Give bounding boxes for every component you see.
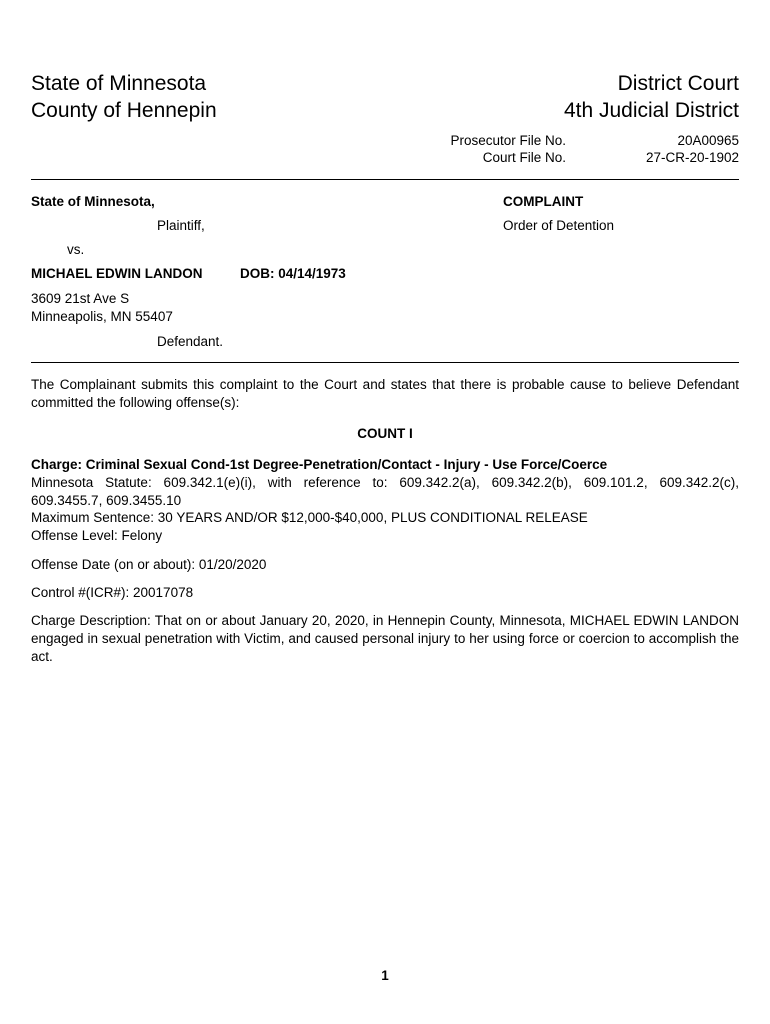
court-file-value: 27-CR-20-1902 [645, 150, 739, 165]
document-type: COMPLAINT [503, 194, 584, 209]
offense-level: Offense Level: Felony [31, 528, 163, 543]
plaintiff-role: Plaintiff, [157, 218, 205, 233]
defendant-address-line1: 3609 21st Ave S [31, 291, 130, 306]
court-title: District Court [617, 72, 739, 95]
defendant-name: MICHAEL EDWIN LANDON [31, 266, 203, 281]
charge-description: Charge Description: That on or about January 20, 2020, in Hennepin County, Minnesota, MICHAEL EDWIN LANDON engaged in sexual penetration with Victim, and caused personal injury to her using force or coercion to accomplish the act. [31, 613, 739, 664]
header-divider [31, 179, 739, 180]
statute-text: Minnesota Statute: 609.342.1(e)(i), with reference to: 609.342.2(a), 609.342.2(b), 609.101.2, 609.342.2(c), 609.3455.7, 609.3455.10 [31, 475, 739, 508]
defendant-address-line2: Minneapolis, MN 55407 [31, 309, 173, 324]
prosecutor-file-value: 20A00965 [677, 133, 739, 148]
court-file-label: Court File No. [482, 150, 566, 165]
district-title: 4th Judicial District [563, 99, 739, 122]
page-number: 1 [381, 968, 389, 983]
max-sentence: Maximum Sentence: 30 YEARS AND/OR $12,000-$40,000, PLUS CONDITIONAL RELEASE [31, 510, 588, 525]
caption-divider [31, 362, 739, 363]
versus-label: vs. [67, 242, 85, 257]
intro-paragraph: The Complainant submits this complaint to the Court and states that there is probable cause to believe Defendant committed the following offense(s): [31, 377, 739, 410]
state-title: State of Minnesota [31, 72, 207, 95]
control-number: Control #(ICR#): 20017078 [31, 585, 194, 600]
offense-date: Offense Date (on or about): 01/20/2020 [31, 557, 267, 572]
plaintiff-name: State of Minnesota, [31, 194, 155, 209]
document-subtype: Order of Detention [503, 218, 615, 233]
defendant-dob: DOB: 04/14/1973 [240, 266, 346, 281]
count-heading: COUNT I [357, 426, 413, 441]
defendant-role: Defendant. [157, 334, 224, 349]
prosecutor-file-label: Prosecutor File No. [450, 133, 566, 148]
charge-title: Charge: Criminal Sexual Cond-1st Degree-Penetration/Contact - Injury - Use Force/Coerce [31, 457, 608, 472]
county-title: County of Hennepin [31, 99, 217, 122]
